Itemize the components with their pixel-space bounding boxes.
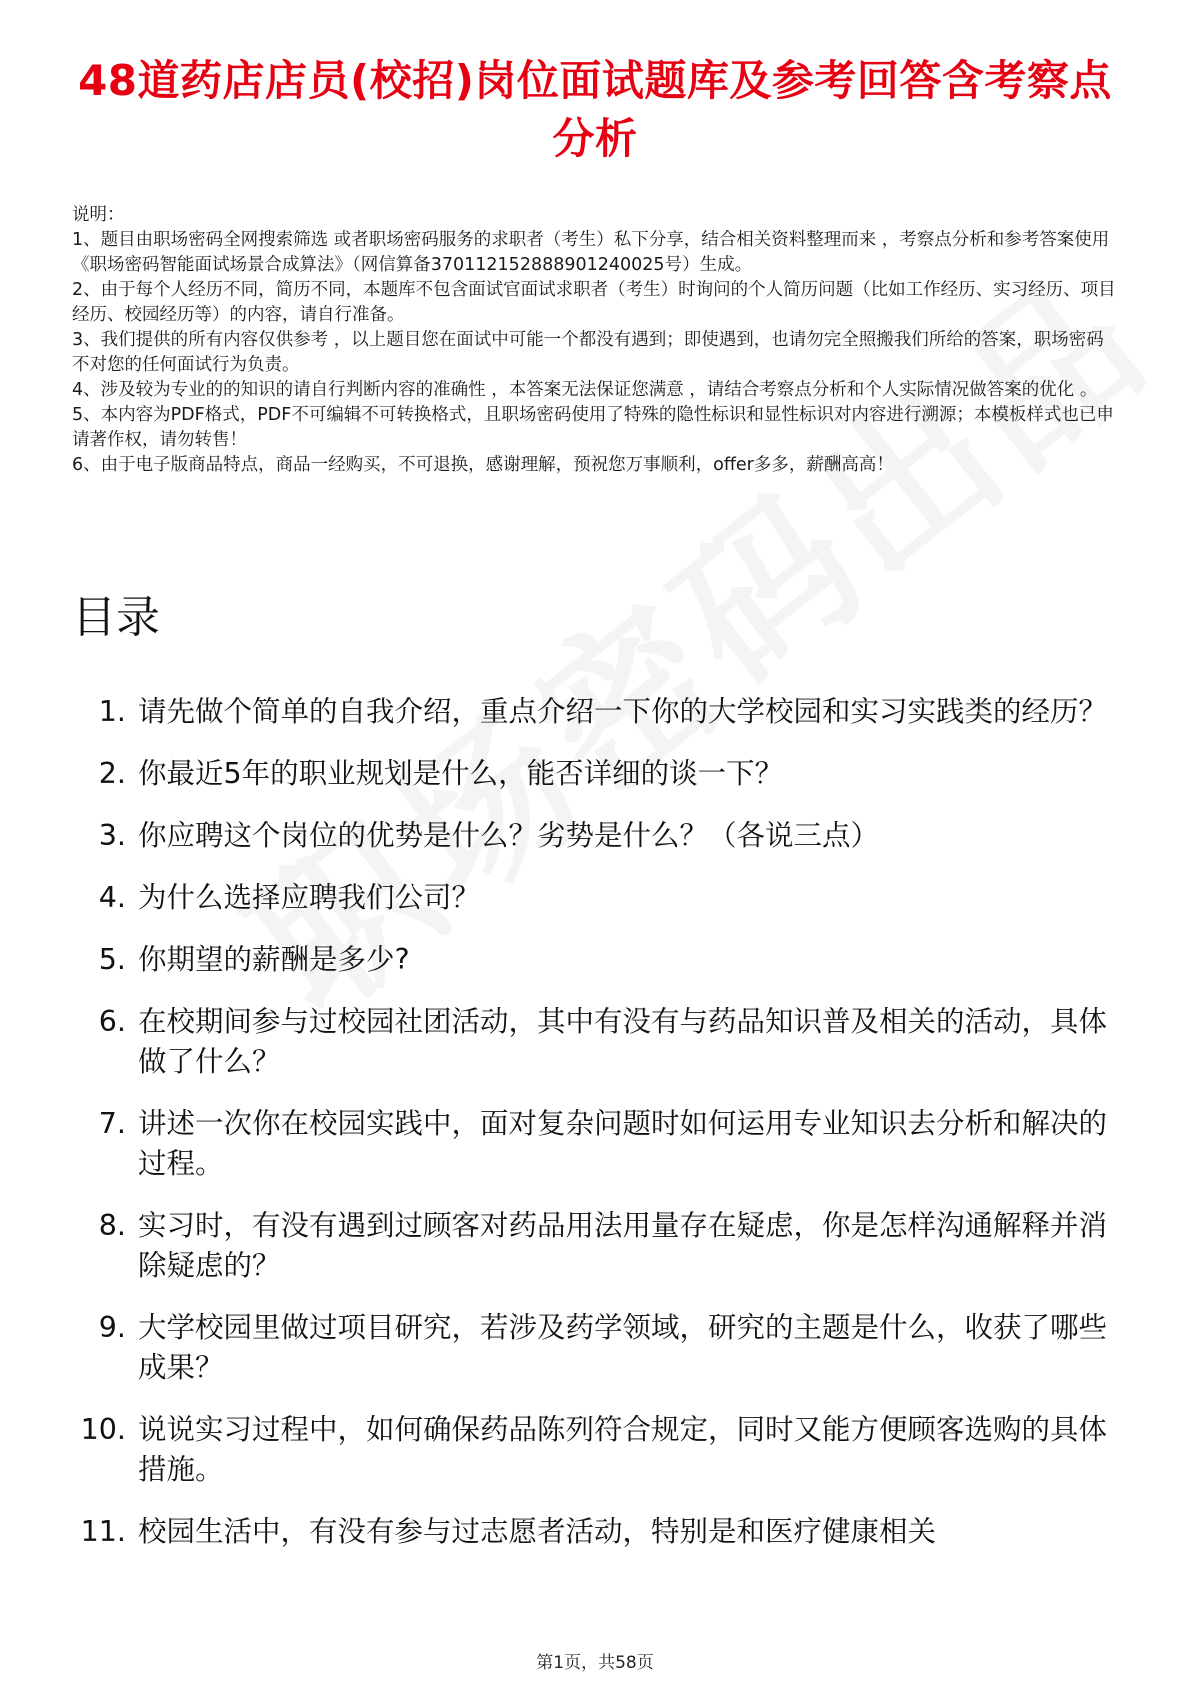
toc-item-text: 你期望的薪酬是多少? — [138, 943, 410, 976]
toc-item[interactable] — [60, 1512, 1120, 1552]
note-item: 1、题目由职场密码全网搜索筛选 或者职场密码服务的求职者（考生）私下分享，结合相关资料整理而来 ，考察点分析和参考答案使用《职场密码智能面试场景合成算法》（网信算备370112152888901240025号）生成。 — [72, 230, 1110, 275]
toc-item-number: 1. — [98, 695, 126, 728]
toc-item[interactable] — [60, 878, 1120, 918]
toc-item[interactable] — [60, 1002, 1120, 1082]
toc-item-number: 3. — [98, 819, 126, 852]
toc-item-number: 6. — [98, 1005, 126, 1038]
toc-item-text: 讲述一次你在校园实践中，面对复杂问题时如何运用专业知识去分析和解决的过程。 — [138, 1107, 1108, 1180]
note-item: 2、由于每个人经历不同，简历不同，本题库不包含面试官面试求职者（考生）时询问的个人简历问题（比如工作经历、实习经历、项目经历、校园经历等）的内容，请自行准备。 — [72, 280, 1116, 325]
toc-item-number: 9. — [98, 1311, 126, 1344]
page-footer: 第1页，共58页 — [536, 1653, 654, 1673]
note-item: 6、由于电子版商品特点，商品一经购买，不可退换，感谢理解，预祝您万事顺利，offer多多，薪酬高高！ — [72, 455, 894, 475]
toc-item[interactable] — [60, 692, 1120, 732]
toc-item-text: 请先做个简单的自我介绍，重点介绍一下你的大学校园和实习实践类的经历？ — [138, 695, 1108, 728]
toc-item-text: 你应聘这个岗位的优势是什么？劣势是什么？（各说三点） — [138, 819, 880, 852]
toc-item-text: 实习时，有没有遇到过顾客对药品用法用量存在疑虑，你是怎样沟通解释并消除疑虑的？ — [138, 1209, 1108, 1282]
toc-item-number: 5. — [98, 943, 126, 976]
toc-item[interactable] — [60, 940, 1120, 980]
toc-item[interactable] — [60, 1308, 1120, 1388]
toc-item[interactable] — [60, 754, 1120, 794]
toc-item-text: 为什么选择应聘我们公司？ — [138, 881, 481, 914]
note-item: 5、本内容为PDF格式，PDF不可编辑不可转换格式，且职场密码使用了特殊的隐性标识和显性标识对内容进行溯源；本模板样式也已申请著作权，请勿转售！ — [72, 405, 1114, 450]
toc-item-number: 10. — [80, 1413, 126, 1446]
toc-item[interactable] — [60, 1206, 1120, 1286]
toc-item-text: 说说实习过程中，如何确保药品陈列符合规定，同时又能方便顾客选购的具体措施。 — [138, 1413, 1108, 1486]
toc-item[interactable] — [60, 816, 1120, 856]
notes-section — [72, 203, 1117, 478]
toc-item-number: 7. — [98, 1107, 126, 1140]
toc-item-text: 你最近5年的职业规划是什么，能否详细的谈一下？ — [138, 757, 784, 790]
note-item: 3、我们提供的所有内容仅供参考 ，以上题目您在面试中可能一个都没有遇到；即使遇到，也请勿完全照搬我们所给的答案，职场密码不对您的任何面试行为负责。 — [72, 330, 1104, 375]
toc-item-number: 4. — [98, 881, 126, 914]
toc-item-text: 在校期间参与过校园社团活动，其中有没有与药品知识普及相关的活动，具体做了什么？ — [138, 1005, 1108, 1078]
toc-item-number: 2. — [98, 757, 126, 790]
document-title: 48道药店店员(校招)岗位面试题库及参考回答含考察点分析 — [78, 56, 1112, 163]
toc-item[interactable] — [60, 1410, 1120, 1490]
toc-item-text: 大学校园里做过项目研究，若涉及药学领域，研究的主题是什么，收获了哪些成果？ — [138, 1311, 1108, 1384]
toc-item-number: 11. — [80, 1515, 126, 1548]
toc-item-text: 校园生活中，有没有参与过志愿者活动，特别是和医疗健康相关 — [138, 1515, 937, 1548]
toc-heading: 目录 — [72, 592, 160, 643]
note-item: 4、涉及较为专业的的知识的请自行判断内容的准确性 ，本答案无法保证您满意 ，请结合考察点分析和个人实际情况做答案的优化 。 — [72, 380, 1098, 400]
toc-list — [60, 692, 1120, 1574]
toc-item[interactable] — [60, 1104, 1120, 1184]
notes-heading: 说明： — [72, 205, 125, 225]
toc-item-number: 8. — [98, 1209, 126, 1242]
